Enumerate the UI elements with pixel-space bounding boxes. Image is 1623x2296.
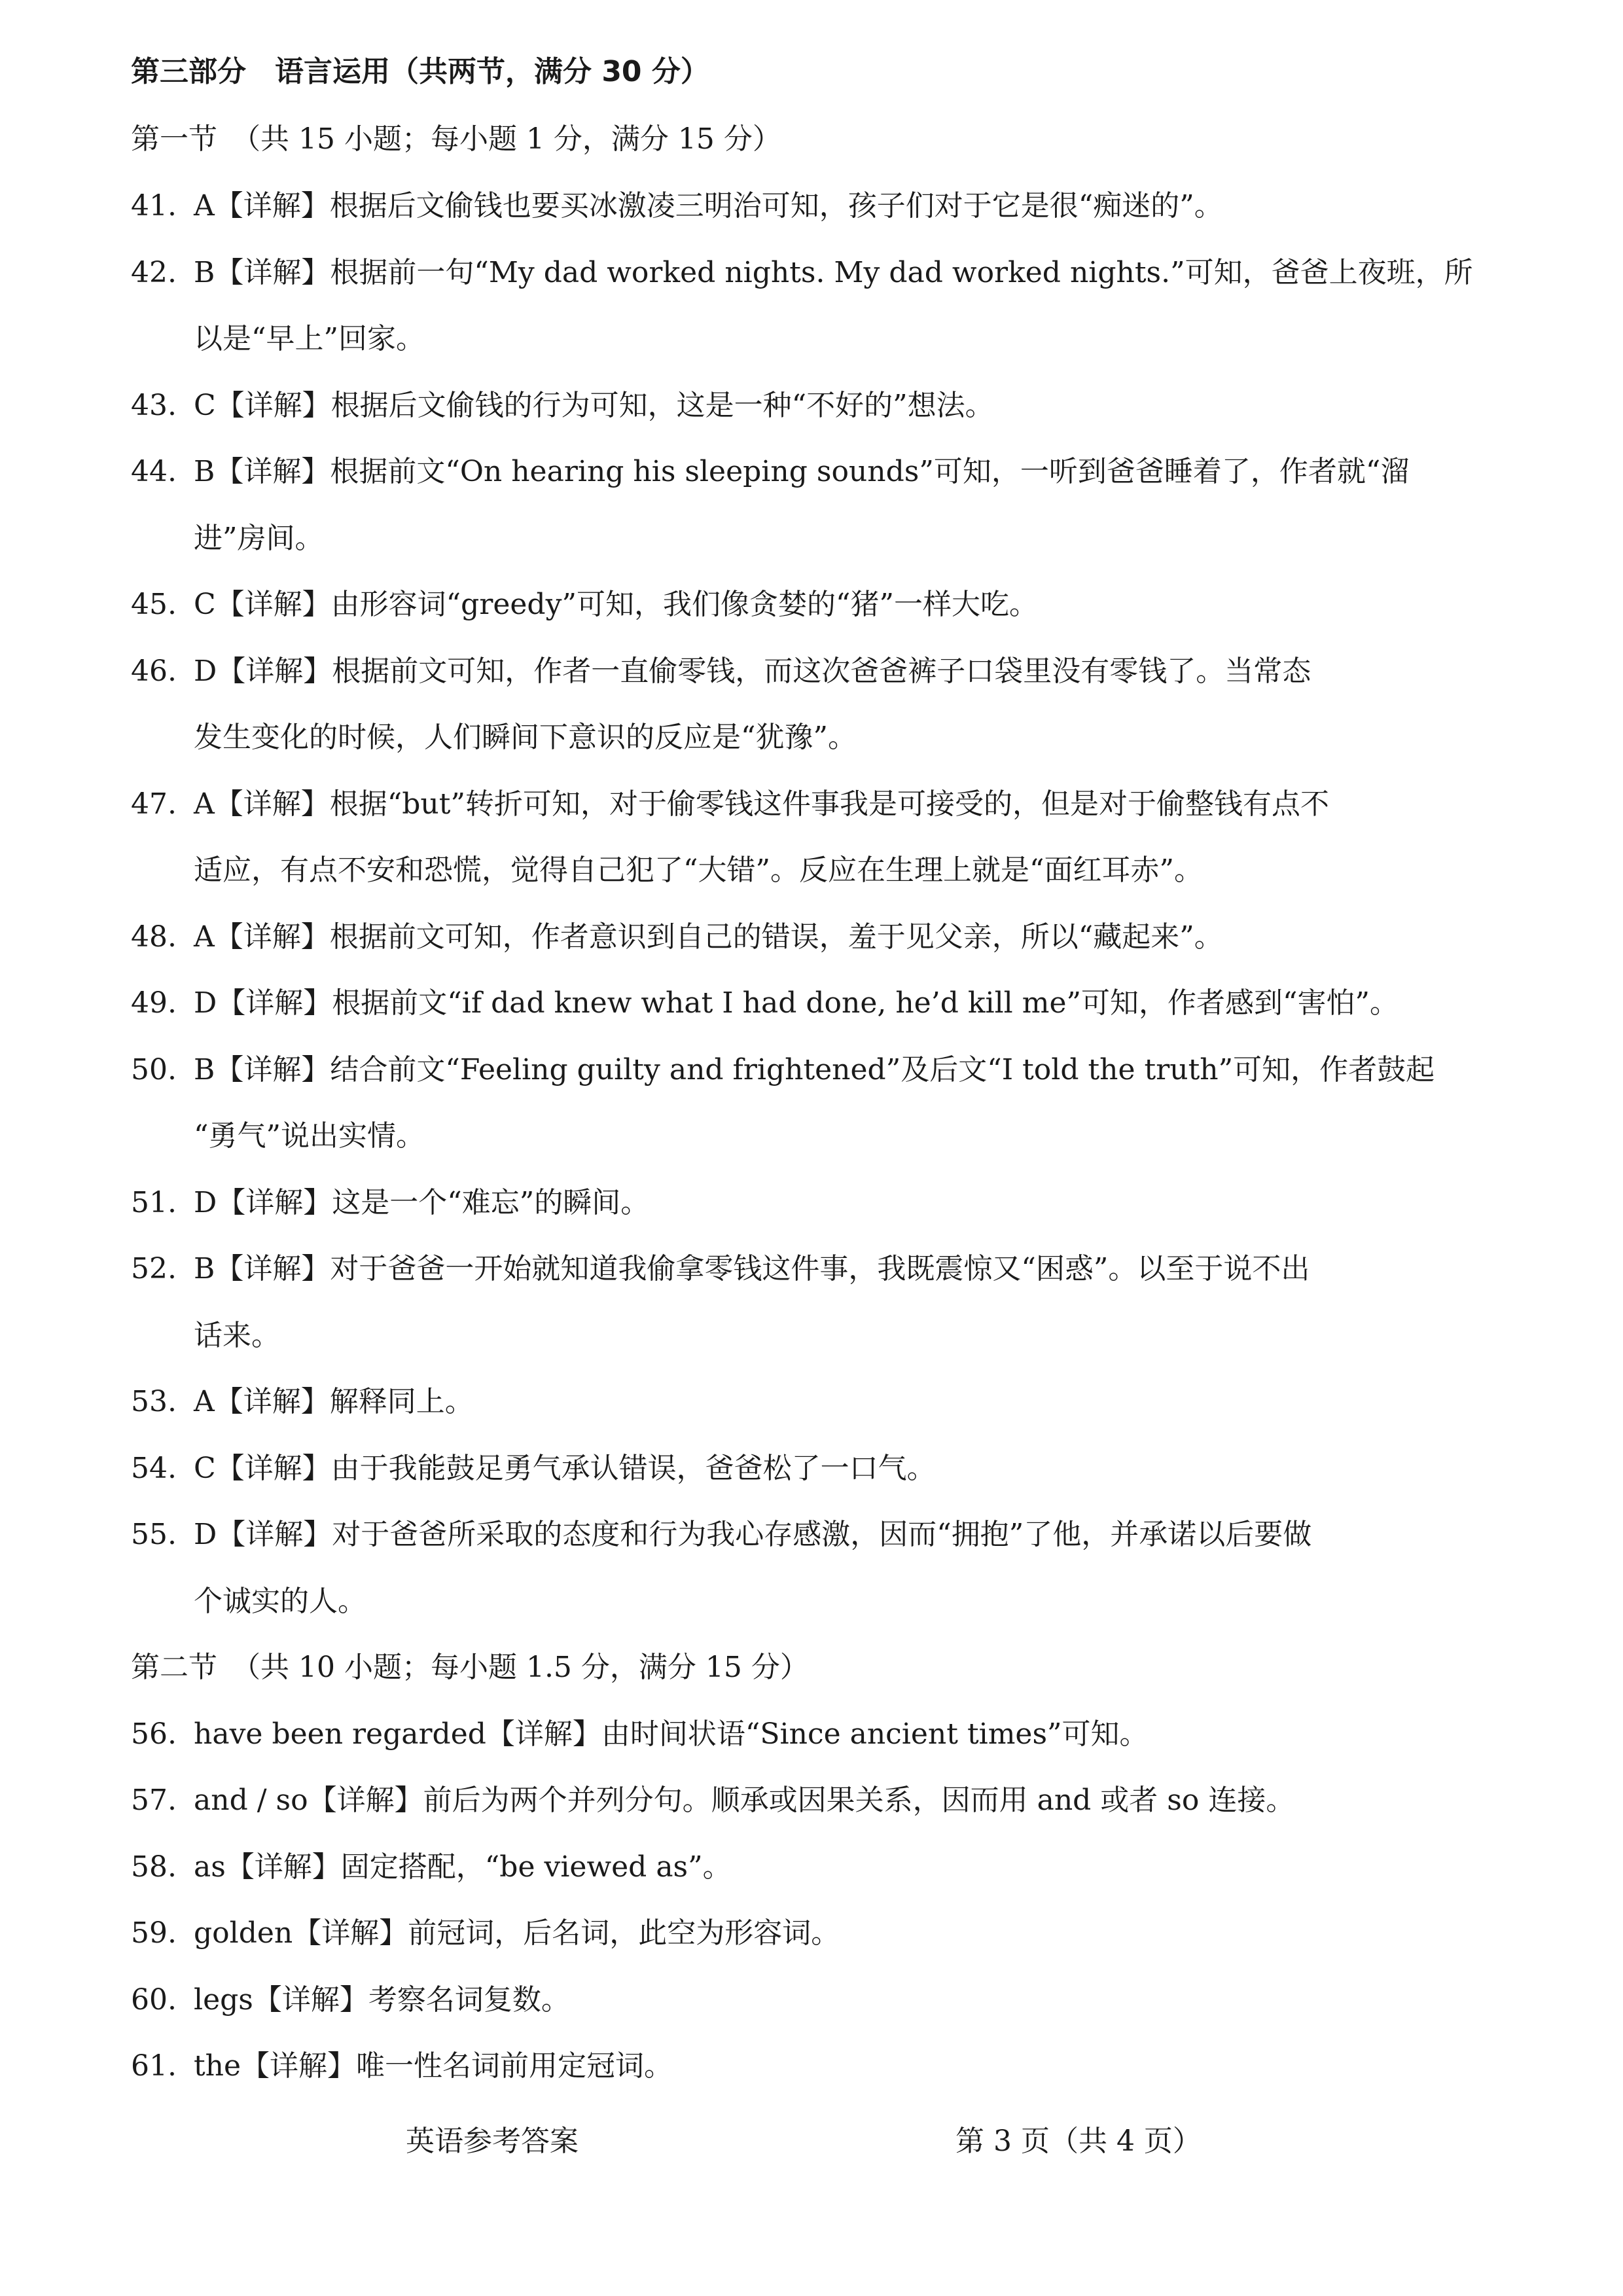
answer-line (131, 1715, 1492, 1754)
answer-line (131, 652, 1492, 691)
answer-line (131, 1449, 1492, 1488)
answer-text: A【详解】解释同上。 (194, 1385, 474, 1418)
answer-text: 个诚实的人。 (194, 1585, 366, 1618)
answer-number: 43. (131, 389, 177, 422)
answer-text: 适应，有点不安和恐慌，觉得自己犯了“大错”。反应在生理上就是“面红耳赤”。 (194, 853, 1203, 887)
answer-number: 55. (131, 1518, 177, 1551)
answer-number: 44. (131, 455, 177, 488)
answer-text: D【详解】对于爸爸所采取的态度和行为我心存感激，因而“拥抱”了他，并承诺以后要做 (194, 1518, 1312, 1551)
answer-number: 51. (131, 1186, 177, 1219)
answer-number: 50. (131, 1053, 177, 1086)
answer-line (131, 1515, 1492, 1554)
answer-number: 49. (131, 986, 177, 1020)
answer-number: 54. (131, 1452, 177, 1485)
part1-header: 第一节 （共 15 小题；每小题 1 分，满分 15 分） (131, 122, 781, 156)
answer-number: 48. (131, 920, 177, 954)
answer-line (194, 718, 1492, 757)
answer-text: 话来。 (194, 1319, 280, 1352)
answer-number: 58. (131, 1850, 177, 1884)
answer-line (194, 1582, 1492, 1621)
answer-text: the【详解】唯一性名词前用定冠词。 (194, 2049, 673, 2083)
answer-number: 61. (131, 2049, 177, 2083)
answer-text: legs【详解】考察名词复数。 (194, 1983, 570, 2017)
answer-text: D【详解】根据前文可知，作者一直偷零钱，而这次爸爸裤子口袋里没有零钱了。当常态 (194, 655, 1311, 688)
answer-line (194, 319, 1492, 359)
answer-line (131, 187, 1492, 226)
answer-text: C【详解】由形容词“greedy”可知，我们像贪婪的“猪”一样大吃。 (194, 588, 1038, 621)
answer-line (131, 1183, 1492, 1223)
answer-line (194, 519, 1492, 558)
answer-text: B【详解】结合前文“Feeling guilty and frightened”及后文“I told the truth”可知，作者鼓起 (194, 1053, 1435, 1086)
answer-line (131, 1781, 1492, 1820)
answer-line (131, 785, 1492, 824)
answer-text: A【详解】根据“but”转折可知，对于偷零钱这件事我是可接受的，但是对于偷整钱有点不 (194, 787, 1329, 821)
answer-line (131, 452, 1492, 492)
answer-text: C【详解】根据后文偷钱的行为可知，这是一种“不好的”想法。 (194, 389, 994, 422)
answer-line (194, 851, 1492, 890)
answer-line (131, 253, 1492, 293)
answer-line (131, 1848, 1492, 1887)
answer-text: B【详解】根据前文“On hearing his sleeping sounds”可知，一听到爸爸睡着了，作者就“溜 (194, 455, 1410, 488)
answer-number: 52. (131, 1252, 177, 1285)
answer-number: 59. (131, 1916, 177, 1950)
answer-number: 45. (131, 588, 177, 621)
answer-number: 41. (131, 189, 177, 223)
answer-line (131, 984, 1492, 1023)
answer-line (131, 1981, 1492, 2020)
answer-line (131, 1914, 1492, 1953)
answer-line (131, 585, 1492, 624)
footer-page-number: 第 3 页（共 4 页） (955, 2125, 1202, 2158)
answer-text: have been regarded【详解】由时间状语“Since ancient times”可知。 (194, 1717, 1149, 1751)
answer-text: D【详解】根据前文“if dad knew what I had done, he’d kill me”可知，作者感到“害怕”。 (194, 986, 1399, 1020)
answer-text: 进”房间。 (194, 522, 324, 555)
answer-number: 56. (131, 1717, 177, 1751)
footer-subject: 英语参考答案 (406, 2125, 579, 2158)
answer-line (131, 2047, 1492, 2086)
answer-text: B【详解】对于爸爸一开始就知道我偷拿零钱这件事，我既震惊又“困惑”。以至于说不出 (194, 1252, 1310, 1285)
answer-text: D【详解】这是一个“难忘”的瞬间。 (194, 1186, 650, 1219)
answer-text: golden【详解】前冠词，后名词，此空为形容词。 (194, 1916, 840, 1950)
answer-number: 60. (131, 1983, 177, 2017)
answer-text: C【详解】由于我能鼓足勇气承认错误，爸爸松了一口气。 (194, 1452, 936, 1485)
answer-line (194, 1117, 1492, 1156)
answer-number: 46. (131, 655, 177, 688)
answer-line (131, 1249, 1492, 1289)
answer-text: 以是“早上”回家。 (194, 322, 425, 355)
answer-text: A【详解】根据前文可知，作者意识到自己的错误，羞于见父亲，所以“藏起来”。 (194, 920, 1223, 954)
answer-line (194, 1316, 1492, 1355)
answer-number: 57. (131, 1784, 177, 1817)
answer-text: A【详解】根据后文偷钱也要买冰激凌三明治可知，孩子们对于它是很“痴迷的”。 (194, 189, 1223, 223)
answer-text: B【详解】根据前一句“My dad worked nights. My dad worked nights.”可知，爸爸上夜班，所 (194, 256, 1473, 289)
answer-text: 发生变化的时候，人们瞬间下意识的反应是“犹豫”。 (194, 721, 857, 754)
answer-text: as【详解】固定搭配，“be viewed as”。 (194, 1850, 732, 1884)
answer-line (131, 918, 1492, 957)
answer-text: “勇气”说出实情。 (194, 1119, 425, 1153)
answer-number: 53. (131, 1385, 177, 1418)
answer-line (131, 1382, 1492, 1422)
answer-number: 42. (131, 256, 177, 289)
answer-text: and / so【详解】前后为两个并列分句。顺承或因果关系，因而用 and 或者 so 连接。 (194, 1784, 1295, 1817)
section-title: 第三部分 语言运用（共两节，满分 30 分） (131, 55, 709, 88)
part2-header: 第二节 （共 10 小题；每小题 1.5 分，满分 15 分） (131, 1651, 809, 1684)
answer-number: 47. (131, 787, 177, 821)
answer-line (131, 1050, 1492, 1090)
answer-line (131, 386, 1492, 425)
